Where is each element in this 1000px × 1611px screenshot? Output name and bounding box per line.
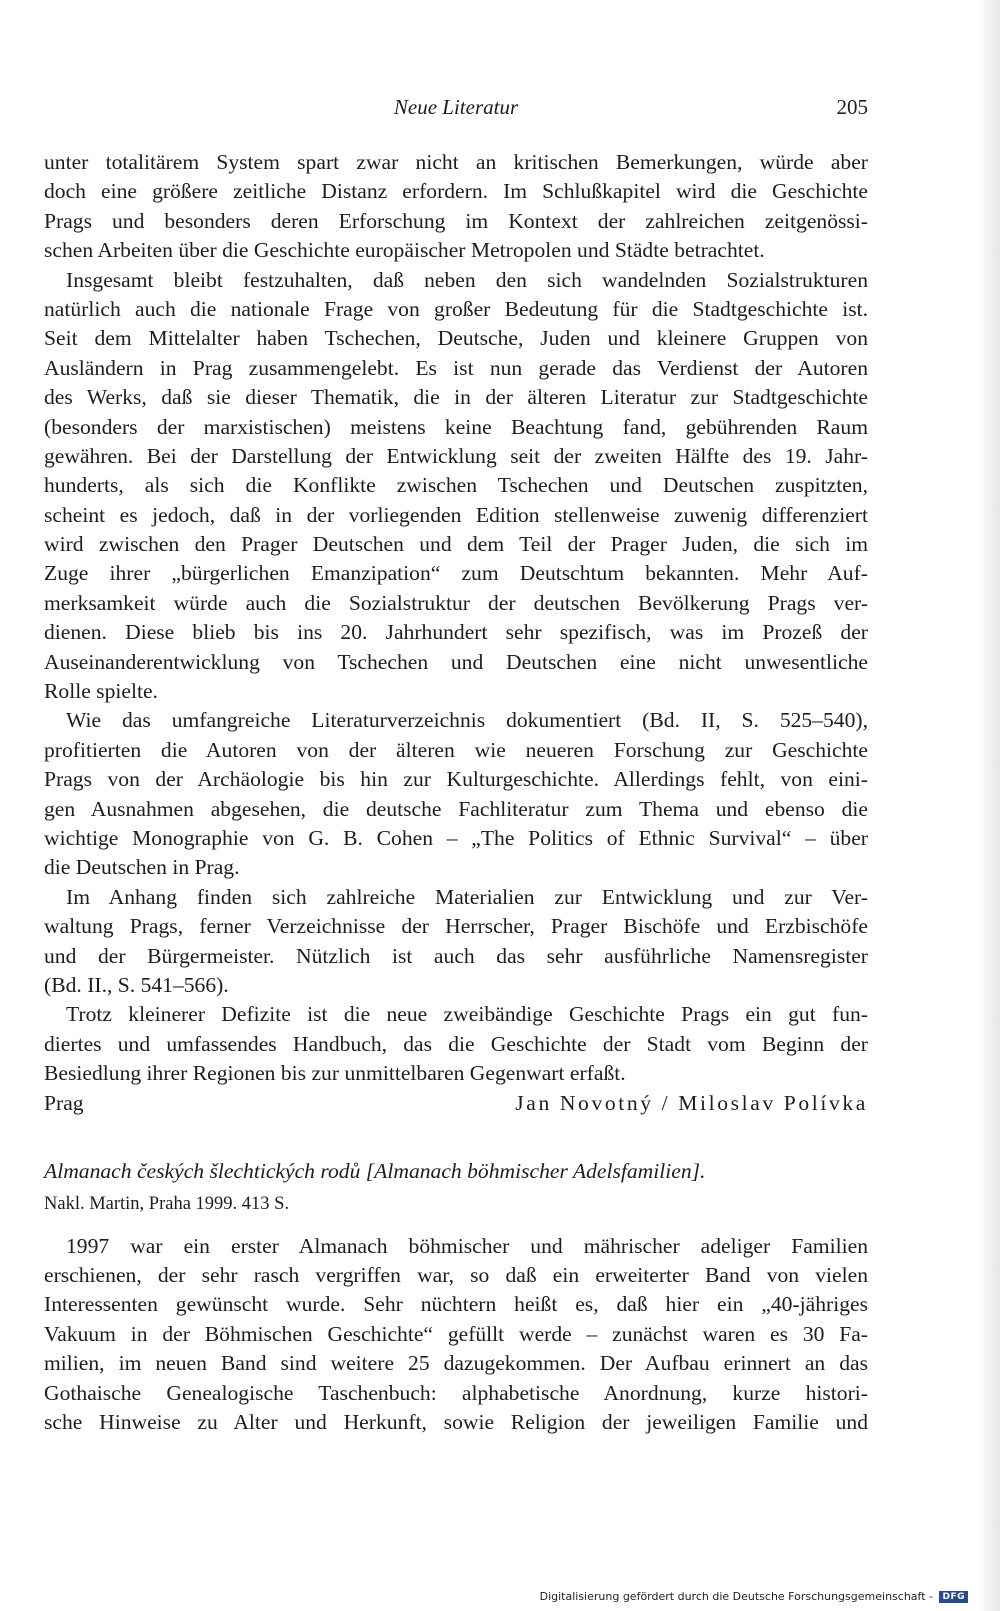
text-line: wird zwischen den Prager Deutschen und dem Teil der Prager Juden, die sich im [44,532,868,557]
text-line: Besiedlung ihrer Regionen bis zur unmittelbaren Gegenwart erfaßt. [44,1061,626,1086]
text-line: gewähren. Bei der Darstellung der Entwicklung seit der zweiten Hälfte des 19. Jahr- [44,443,868,468]
footer-credit: Digitalisierung gefördert durch die Deutsche Forschungsgemeinschaft - [539,1590,933,1603]
text-line: Prags und besonders deren Erforschung im Kontext der zahlreichen zeitgenössi- [44,208,868,233]
text-line: (Bd. II., S. 541–566). [44,972,229,997]
text-line: profitierten die Autoren von der älteren wie neueren Forschung zur Geschichte [44,737,868,762]
text-line: Prags von der Archäologie bis hin zur Kulturgeschichte. Allerdings fehlt, von eini- [44,767,868,792]
text-line: Auseinanderentwicklung von Tschechen und Deutschen eine nicht unwesentliche [44,649,868,674]
text-line: unter totalitärem System spart zwar nicht an kritischen Bemerkungen, würde aber [44,150,868,174]
text-line: natürlich auch die nationale Frage von großer Bedeutung für die Stadtgeschichte ist. [44,296,868,321]
text-line: Zuge ihrer „bürgerlichen Emanzipation“ zum Deutschtum bekannten. Mehr Auf- [44,561,868,586]
text-line: Wie das umfangreiche Literaturverzeichnis dokumentiert (Bd. II, S. 525–540), [66,708,868,733]
text-line: waltung Prags, ferner Verzeichnisse der Herrscher, Prager Bischöfe und Erzbischöfe [44,914,868,939]
dfg-logo: DFG [939,1591,968,1603]
text-line: Vakuum in der Böhmischen Geschichte“ gefüllt werde – zunächst waren es 30 Fa- [44,1321,868,1346]
running-head [44,92,868,122]
text-line: (besonders der marxistischen) meistens keine Beachtung fand, gebührenden Raum [44,414,868,439]
review-publication-info: Nakl. Martin, Praha 1999. 413 S. [44,1194,290,1215]
text-line: Insgesamt bleibt festzuhalten, daß neben den sich wandelnden Sozialstrukturen [66,267,868,292]
page-number: 205 [836,95,868,119]
text-line: schen Arbeiten über die Geschichte europäischer Metropolen und Städte betrachtet. [44,238,765,263]
text-line: Trotz kleinerer Defizite ist die neue zweibändige Geschichte Prags ein gut fun- [66,1002,868,1027]
text-line: scheint es jedoch, daß in der vorliegenden Edition stellenweise zuwenig differenziert [44,502,868,527]
text-line: des Werks, daß sie dieser Thematik, die in der älteren Literatur zur Stadtgeschichte [44,385,868,410]
text-line: Seit dem Mittelalter haben Tschechen, Deutsche, Juden und kleinere Gruppen von [44,326,868,351]
text-line: die Deutschen in Prag. [44,855,240,880]
running-title: Neue Literatur [393,95,519,119]
signature-place: Prag [44,1090,84,1115]
page-edge-shadow [978,0,1000,1611]
text-line: Rolle spielte. [44,679,158,704]
text-line: dienen. Diese blieb bis ins 20. Jahrhundert sehr spezifisch, was im Prozeß der [44,620,868,645]
digitization-footer [540,1589,968,1605]
text-line: doch eine größere zeitliche Distanz erfordern. Im Schlußkapitel wird die Geschichte [44,179,868,204]
signature-authors: Jan Novotný / Miloslav Polívka [515,1090,868,1115]
text-line: und der Bürgermeister. Nützlich ist auch das sehr ausführliche Namensregister [44,943,868,968]
text-line: diertes und umfassendes Handbuch, das die Geschichte der Stadt vom Beginn der [44,1031,868,1056]
section-spacer [44,1216,868,1232]
text-line: 1997 war ein erster Almanach böhmischer und mährischer adeliger Familien [66,1233,868,1258]
text-line: wichtige Monographie von G. B. Cohen – „The Politics of Ethnic Survival“ – über [44,825,868,850]
text-line: Gothaische Genealogische Taschenbuch: alphabetische Anordnung, kurze histori- [44,1380,868,1405]
text-line: Im Anhang finden sich zahlreiche Materialien zur Entwicklung und zur Ver- [66,884,868,909]
text-line: erschienen, der sehr rasch vergriffen war, so daß ein erweiterter Band von vielen [44,1263,868,1288]
section-spacer [44,1118,868,1157]
text-line: Ausländern in Prag zusammengelebt. Es ist nun gerade das Verdienst der Autoren [44,355,868,380]
text-line: gen Ausnahmen abgesehen, die deutsche Fachliteratur zum Thema und ebenso die [44,796,868,821]
text-line: merksamkeit würde auch die Sozialstruktur der deutschen Bevölkerung Prags ver- [44,590,868,615]
text-line: Interessenten gewünscht wurde. Sehr nüchtern heißt es, daß hier ein „40-jähriges [44,1292,868,1317]
review-signature [44,1089,868,1118]
text-line: milien, im neuen Band sind weitere 25 dazugekommen. Der Aufbau erinnert an das [44,1351,868,1376]
page-body [44,148,868,1437]
text-line: hunderts, als sich die Konflikte zwischen Tschechen und Deutschen zuspitzten, [44,473,868,498]
text-line: sche Hinweise zu Alter und Herkunft, sowie Religion der jeweiligen Familie und [44,1410,868,1435]
review-book-title: Almanach českých šlechtických rodů [Almanach böhmischer Adelsfamilien]. [44,1158,706,1183]
